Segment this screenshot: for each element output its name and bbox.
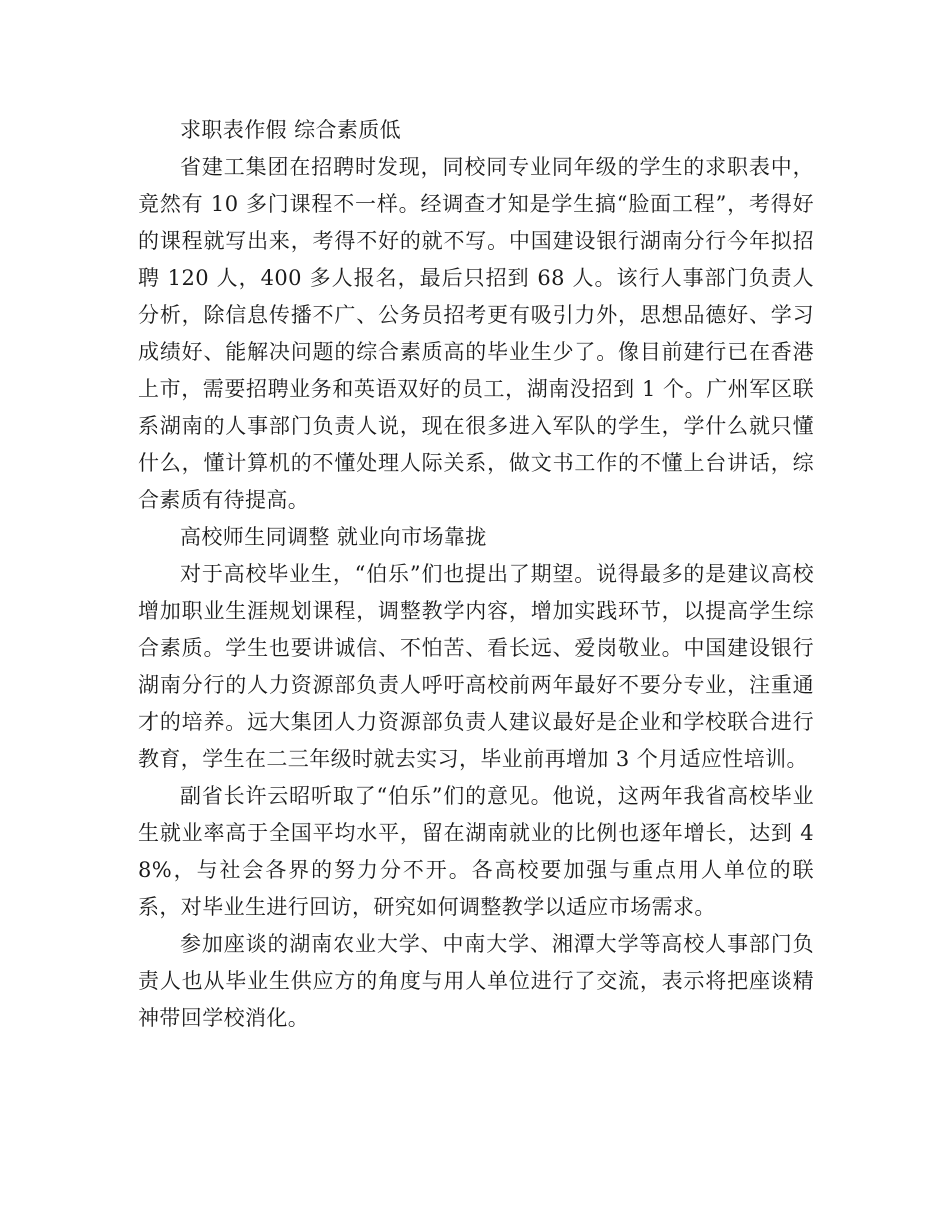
paragraph-2: 对于高校毕业生，“伯乐”们也提出了期望。说得最多的是建议高校增加职业生涯规划课程，调整教学内容，增加实践环节，以提高学生综合素质。学生也要讲诚信、不怕苦、看长远、爱岗敬业。中国建设银行湖南分行的人力资源部负责人呼吁高校前两年最好不要分专业，注重通才的培养。远大集团人力资源部负责人建议最好是企业和学校联合进行教育，学生在二三年级时就去实习，毕业前再增加 3 个月适应性培训。	[138, 562, 814, 771]
paragraph-1: 省建工集团在招聘时发现，同校同专业同年级的学生的求职表中，竟然有 10 多门课程不一样。经调查才知是学生搞“脸面工程”，考得好的课程就写出来，考得不好的就不写。中国建设银行湖南分行今年拟招聘 120 人，400 多人报名，最后只招到 68 人。该行人事部门负责人分析，除信息传播不广、公务员招考更有吸引力外，思想品德好、学习成绩好、能解决问题的综合素质高的毕业生少了。像目前建行已在香港上市，需要招聘业务和英语双好的员工，湖南没招到 1 个。广州军区联系湖南的人事部门负责人说，现在很多进入军队的学生，学什么就只懂什么，懂计算机的不懂处理人际关系，做文书工作的不懂上台讲话，综合素质有待提高。	[138, 155, 814, 512]
article-body	[138, 112, 814, 1037]
section-heading-1: 求职表作假 综合素质低	[180, 118, 402, 142]
section-heading-2: 高校师生同调整 就业向市场靠拢	[180, 525, 487, 549]
paragraph-4: 参加座谈的湖南农业大学、中南大学、湘潭大学等高校人事部门负责人也从毕业生供应方的角度与用人单位进行了交流，表示将把座谈精神带回学校消化。	[138, 932, 814, 1030]
paragraph-3: 副省长许云昭听取了“伯乐”们的意见。他说，这两年我省高校毕业生就业率高于全国平均水平，留在湖南就业的比例也逐年增长，达到 48%，与社会各界的努力分不开。各高校要加强与重点用人单位的联系，对毕业生进行回访，研究如何调整教学以适应市场需求。	[138, 784, 814, 919]
